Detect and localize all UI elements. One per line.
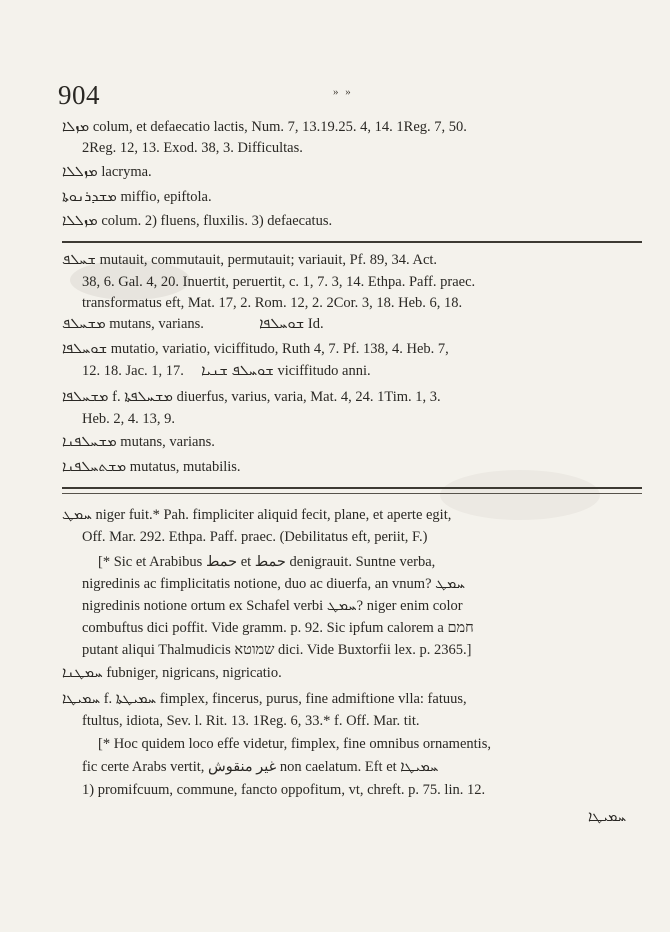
syriac-headword: ܡܙܠܠܐ	[62, 164, 98, 180]
entry-text: 2Reg. 12, 13. Exod. 38, 3. Difficultas.	[82, 140, 303, 156]
entry-line	[62, 433, 215, 452]
entry-text: ftultus, idiota, Sev. l. Rit. 13. 1Reg. 6, 33.* f. Off. Mar. tit.	[82, 713, 420, 729]
entry-text: transformatus eft, Mat. 17, 2. Rom. 12, 2. 2Cor. 3, 18. Heb. 6, 18.	[82, 295, 463, 311]
entry-text: combuftus dici poffit. Vide gramm. p. 92. Sic ipfum calorem a חמם	[82, 620, 474, 636]
entry-line	[82, 362, 371, 381]
entry-text: et	[240, 554, 252, 570]
entry-text: putant aliqui Thalmudicis שמוטא dici. Vide Buxtorfii lex. p. 2365.]	[82, 642, 472, 658]
entry-text: lacryma.	[101, 164, 152, 180]
entry-line	[82, 528, 427, 547]
syriac-headword: ܡܫܚܠܦܢܐ	[62, 434, 117, 450]
entry-text: 38, 6. Gal. 4, 20. Inuertit, peruertit, c. 1, 7. 3, 14. Ethpa. Paff. praec.	[82, 274, 476, 290]
syriac-headword: ܡܫܬܚܠܦܢܐ	[62, 459, 127, 475]
syriac-headword: ܚܡܝܛܐ	[400, 759, 439, 775]
entry-text: mutans, varians.	[120, 434, 215, 450]
syriac-catchword: ܚܡܝܛܐ	[588, 809, 627, 825]
entry-text: fimplex, fincerus, purus, fine admiftione vlla: fatuus,	[159, 691, 467, 707]
entry-line	[82, 597, 463, 616]
entry-text: denigrauit. Suntne verba,	[289, 554, 436, 570]
entry-line	[62, 251, 437, 270]
entry-text: fubniger, nigricans, nigricatio.	[106, 665, 282, 681]
entry-line	[62, 388, 441, 407]
entry-line	[62, 163, 152, 182]
arabic-word: غير منقوش	[208, 759, 277, 775]
entry-line	[82, 619, 474, 638]
syriac-headword: ܡܫܚܠܦ	[62, 316, 106, 332]
entry-line	[62, 212, 332, 231]
arabic-word: حمط	[205, 554, 238, 570]
entry-text: Off. Mar. 292. Ethpa. Paff. praec. (Debilitatus eft, periit, F.)	[82, 529, 428, 545]
syriac-headword: ܚܡܛ	[435, 576, 465, 592]
syriac-headword: ܫܚܠܦ	[62, 252, 96, 268]
page-number: 904	[58, 80, 100, 110]
entry-text: niger fuit.* Pah. fimpliciter aliquid fecit, plane, et aperte egit,	[95, 507, 452, 523]
entry-line	[62, 506, 451, 525]
entry-text: nigredinis ac fimplicitatis notione, duo ac diuerfa, an vnum?	[82, 576, 432, 592]
entry-line	[98, 553, 435, 572]
entry-text: Heb. 2, 4. 13, 9.	[82, 411, 176, 427]
entry-line	[62, 458, 241, 477]
entry-text: [* Hoc quidem loco effe videtur, fimplex, fine omnibus ornamentis,	[98, 736, 491, 752]
entry-text: [* Sic et Arabibus	[98, 554, 203, 570]
entry-text: miffio, epiftola.	[120, 189, 212, 205]
entry-line	[82, 139, 303, 158]
entry-line	[62, 315, 324, 334]
entry-text: 1) promifcuum, commune, fancto oppofitum, vt, chreft. p. 75. lin. 12.	[82, 782, 486, 798]
entry-text: mutatus, mutabilis.	[129, 459, 241, 475]
syriac-headword: ܫܘܚܠܦ ܫܢܝܐ	[201, 363, 274, 379]
entry-text: viciffitudo anni.	[277, 363, 371, 379]
entry-text: 12. 18. Jac. 1, 17.	[82, 363, 184, 379]
syriac-headword: ܚܡܝܛܐ	[62, 691, 101, 707]
entry-text: colum. 2) fluens, fluxilis. 3) defaecatus.	[101, 213, 333, 229]
entry-text: mutans, varians.	[109, 316, 204, 332]
entry-line	[82, 758, 438, 777]
syriac-headword: ܚܡܛܢܐ	[62, 665, 103, 681]
syriac-headword: ܚܡܛ	[62, 507, 92, 523]
section-rule	[62, 487, 642, 489]
section-rule	[62, 493, 642, 494]
entry-text: mutatio, variatio, viciffitudo, Ruth 4, 7. Pf. 138, 4. Heb. 7,	[110, 341, 449, 357]
entry-line	[82, 575, 465, 594]
entry-text: mutauit, commutauit, permutauit; variauit, Pf. 89, 34. Act.	[99, 252, 438, 268]
entry-line	[82, 294, 462, 313]
entry-line	[82, 781, 485, 800]
entry-text: nigredinis notione ortum ex Schafel verbi	[82, 598, 324, 614]
section-rule	[62, 241, 642, 243]
entry-text: fic certe Arabs vertit,	[82, 759, 205, 775]
header-ornament: » »	[333, 86, 353, 98]
entry-text: diuerfus, varius, varia, Mat. 4, 24. 1Tim. 1, 3.	[176, 389, 441, 405]
entry-line	[62, 340, 449, 359]
entry-line	[82, 712, 420, 731]
entry-line	[62, 664, 282, 683]
syriac-headword: ܡܫܚܠܦܬܐ	[124, 389, 173, 405]
entry-line	[82, 410, 175, 429]
paper-stain	[440, 470, 600, 520]
entry-text: Id.	[307, 316, 324, 332]
entry-text: niger enim color	[366, 598, 463, 614]
syriac-headword: ܡܫܚܠܦܐ	[62, 389, 109, 405]
entry-line	[82, 273, 475, 292]
entry-line	[62, 690, 467, 709]
syriac-headword: ܡܫܕܪܢܘܬܐ	[62, 189, 117, 205]
entry-text: f.	[103, 691, 113, 707]
entry-line	[62, 118, 467, 137]
syriac-headword: ܡܙܠܠܐ	[62, 213, 98, 229]
syriac-headword: ܡܙܠܐ	[62, 119, 90, 135]
arabic-word: حمط	[254, 554, 286, 570]
syriac-headword: ܚܡܛ?	[326, 598, 364, 614]
entry-text: f.	[112, 389, 121, 405]
entry-line	[62, 188, 212, 207]
entry-line	[98, 735, 491, 754]
entry-line	[82, 641, 471, 660]
catchword	[588, 808, 626, 827]
entry-text: non caelatum. Eft et	[279, 759, 397, 775]
syriac-headword: ܫܘܚܠܦܐ	[62, 341, 108, 357]
syriac-headword: ܫܘܚܠܦܐ	[259, 316, 305, 332]
entry-text: colum, et defaecatio lactis, Num. 7, 13.19.25. 4, 14. 1Reg. 7, 50.	[92, 119, 467, 135]
syriac-headword: ܚܡܝܛܬܐ	[115, 691, 157, 707]
